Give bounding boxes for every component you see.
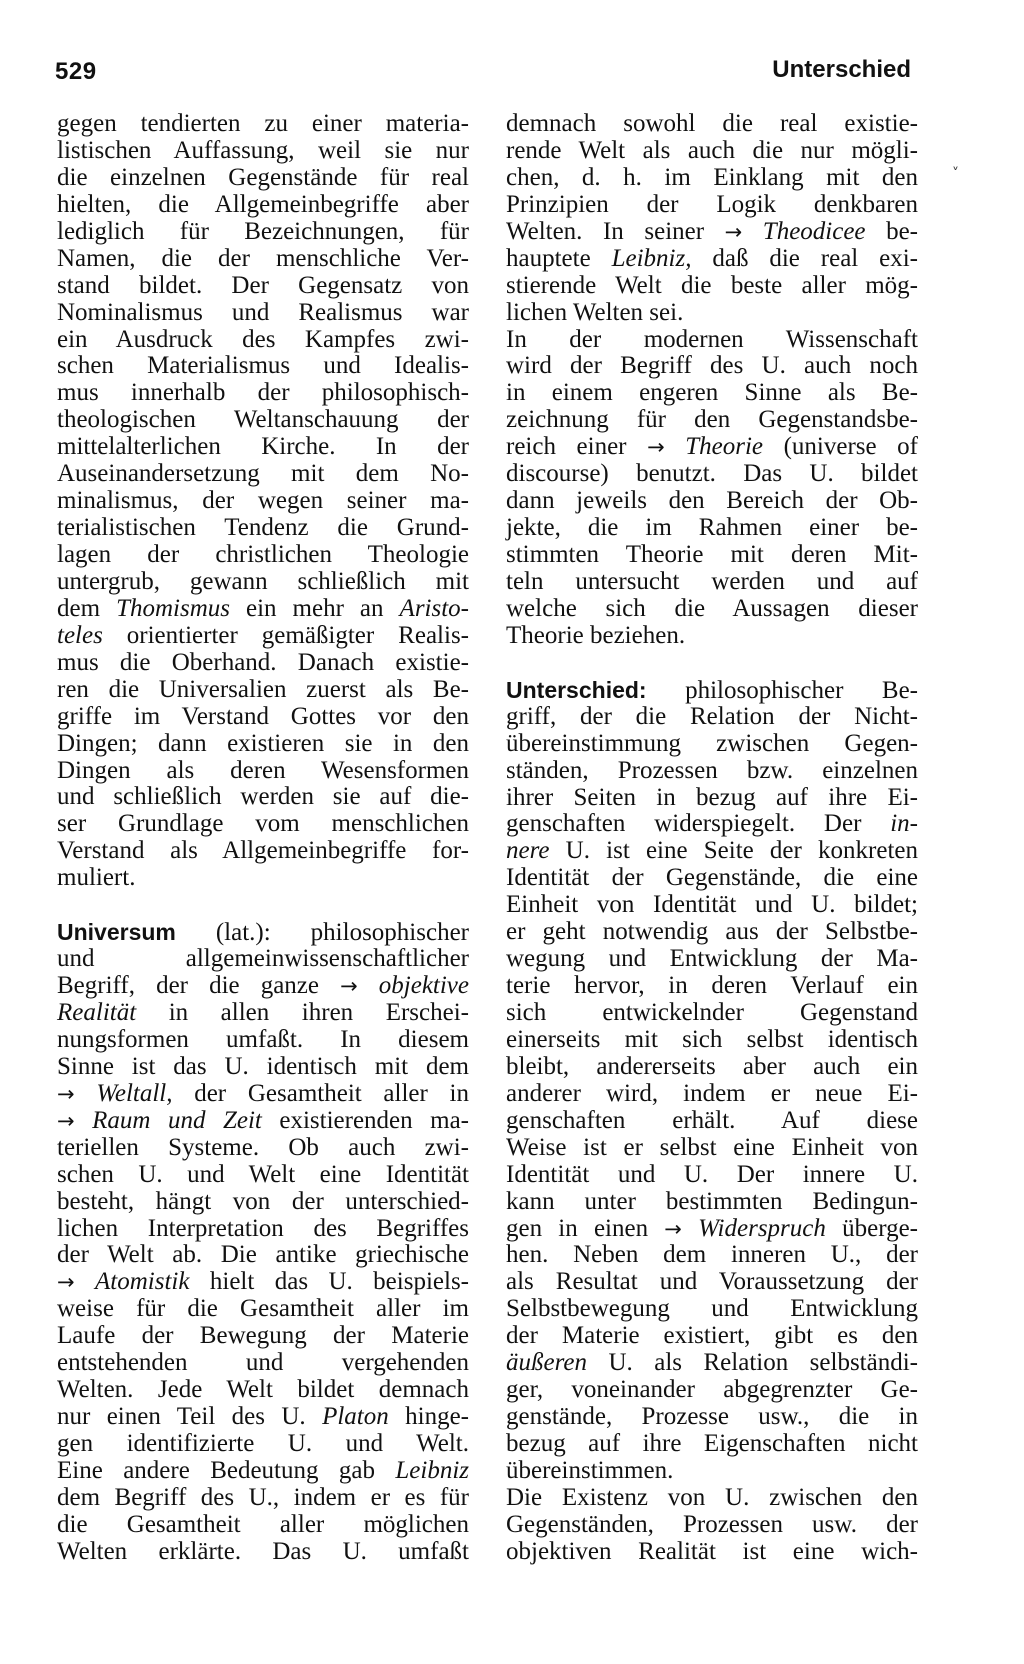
text-line: stimmten Theorie mit deren Mit- <box>506 541 918 568</box>
text-line: Die Existenz von U. zwischen den <box>506 1483 918 1511</box>
cross-reference[interactable]: Weltall, <box>96 1079 173 1107</box>
text-line: → Raum und Zeit existierenden ma- <box>57 1106 470 1134</box>
text-line: äußeren U. als Relation selbständi- <box>506 1349 918 1377</box>
emphasis: äußeren <box>506 1349 587 1377</box>
text-line: chen, d. h. im Einklang mit den <box>506 163 918 191</box>
page-number: 529 <box>55 58 97 85</box>
paragraph-gap <box>57 892 469 919</box>
text-line: mus innerhalb der philosophisch- <box>57 379 469 407</box>
text-line: genschaften erhält. Auf diese <box>506 1106 918 1134</box>
arrow-icon: → <box>647 435 665 460</box>
cross-reference: Leibniz, <box>611 244 692 272</box>
cross-reference[interactable]: Theodicee <box>762 217 866 245</box>
text-line: besteht, hängt von der unterschied- <box>57 1187 469 1215</box>
entry-keyword: Universum <box>57 919 176 946</box>
text-line: ren die Universalien zuerst als Be- <box>57 675 469 703</box>
text-line: reich einer → Theorie (universe of <box>506 433 919 461</box>
text-line: anderer wird, indem er neue Ei- <box>506 1079 918 1107</box>
text-line: Auseinandersetzung mit dem No- <box>57 460 469 488</box>
text-line: Identität der Gegenstände, die eine <box>506 864 918 892</box>
text-line: Weise ist er selbst eine Einheit von <box>506 1133 918 1161</box>
left-column <box>57 111 469 1566</box>
text-line: Dingen; dann existieren sie in den <box>57 729 469 757</box>
text-line: lagen der christlichen Theologie <box>57 541 469 568</box>
arrow-icon: → <box>57 1270 75 1295</box>
cross-reference[interactable]: Theorie <box>685 433 764 461</box>
text-line: entstehenden und vergehenden <box>57 1349 469 1377</box>
text-line: hauptete Leibniz, daß die real exi- <box>506 244 918 272</box>
cross-reference[interactable]: Aristo- <box>399 594 469 622</box>
text-line: genschaften widerspiegelt. Der in- <box>506 810 918 838</box>
text-line: objektiven Realität ist eine wich- <box>506 1537 918 1565</box>
right-column <box>506 111 918 1566</box>
text-line: kann unter bestimmten Bedingun- <box>506 1187 918 1215</box>
text-line: theologischen Weltanschauung der <box>57 406 469 434</box>
text-line: übereinstimmung zwischen Gegen- <box>506 729 918 757</box>
cross-reference[interactable]: Realität <box>57 999 137 1026</box>
text-line: welche sich die Aussagen dieser <box>506 594 918 622</box>
text-line: terialistischen Tendenz die Grund- <box>57 514 469 542</box>
arrow-icon: → <box>724 219 743 244</box>
text-line: jekte, die im Rahmen einer be- <box>506 514 918 542</box>
text-line: Einheit von Identität und U. bildet; <box>506 891 918 919</box>
cross-reference[interactable]: Widerspruch <box>698 1214 826 1242</box>
cross-reference[interactable]: teles <box>57 621 103 649</box>
text-line: discourse) benutzt. Das U. bildet <box>506 460 918 488</box>
text-line: Universum (lat.): philosophischer <box>57 919 469 947</box>
text-line: ständen, Prozessen bzw. einzelnen <box>506 756 918 784</box>
text-line: griff, der die Relation der Nicht- <box>506 702 918 730</box>
text-line: Eine andere Bedeutung gab Leibniz <box>57 1456 469 1484</box>
text-line: mittelalterlichen Kirche. In der <box>57 433 469 461</box>
text-line: dem Begriff des U., indem er es für <box>57 1483 469 1511</box>
text-line: Laufe der Bewegung der Materie <box>57 1322 469 1350</box>
text-line: minalismus, der wegen seiner ma- <box>57 487 469 515</box>
text-line: Welten. In seiner → Theodicee be- <box>506 217 919 245</box>
text-line: dem Thomismus ein mehr an Aristo- <box>57 594 469 622</box>
text-line: in einem engeren Sinne als Be- <box>506 379 918 407</box>
text-line: Welten erklärte. Das U. umfaßt <box>57 1537 469 1565</box>
margin-mark: ˅ <box>952 166 959 182</box>
text-line: Theorie beziehen. <box>506 621 686 649</box>
text-line: gen in einen → Widerspruch überge- <box>506 1214 918 1242</box>
text-line: gegen tendierten zu einer materia- <box>57 110 469 137</box>
cross-reference: Leibniz <box>395 1456 469 1484</box>
text-line: demnach sowohl die real existie- <box>506 110 918 137</box>
text-line: lediglich für Bezeichnungen, für <box>57 217 469 245</box>
text-line: ihrer Seiten in bezug auf ihre Ei- <box>506 783 918 811</box>
paragraph-gap <box>506 650 918 677</box>
text-line: schen U. und Welt eine Identität <box>57 1160 469 1188</box>
text-line: wegung und Entwicklung der Ma- <box>506 945 918 973</box>
text-line: terie hervor, in deren Verlauf ein <box>506 972 918 1000</box>
text-line: stierende Welt die beste aller mög- <box>506 271 918 299</box>
text-line: genstände, Prozesse usw., die in <box>506 1403 918 1431</box>
text-line: dann jeweils den Bereich der Ob- <box>506 487 918 515</box>
text-line: listischen Auffassung, weil sie nur <box>57 136 469 164</box>
text-line: einerseits mit sich selbst identisch <box>506 1025 918 1053</box>
text-line: gen identifizierte U. und Welt. <box>57 1430 469 1457</box>
entry-keyword: Unterschied: <box>506 676 647 703</box>
text-line: und allgemeinwissenschaftlicher <box>57 945 469 973</box>
text-line: der Materie existiert, gibt es den <box>506 1322 918 1350</box>
text-line: Gegenständen, Prozessen usw. der <box>506 1510 918 1538</box>
arrow-icon: → <box>57 1081 75 1106</box>
realismus-paragraph <box>57 111 469 892</box>
running-head: Unterschied <box>772 56 911 83</box>
text-line: nur einen Teil des U. Platon hinge- <box>57 1403 469 1431</box>
text-line: Nominalismus und Realismus war <box>57 298 469 326</box>
text-line: nere U. ist eine Seite der konkreten <box>506 837 918 865</box>
text-line: nungsformen umfaßt. In diesem <box>57 1025 469 1053</box>
text-line: Sinne ist das U. identisch mit dem <box>57 1052 469 1080</box>
text-line: muliert. <box>57 864 136 892</box>
text-line: ein Ausdruck des Kampfes zwi- <box>57 325 469 353</box>
text-line: zeichnung für den Gegenstandsbe- <box>506 406 918 434</box>
text-line: lichen Interpretation des Begriffes <box>57 1214 469 1242</box>
arrow-icon: → <box>664 1216 682 1241</box>
entry-unterschied <box>506 677 918 1566</box>
text-line: Unterschied: philosophischer Be- <box>506 676 918 704</box>
cross-reference[interactable]: Raum und Zeit <box>92 1106 262 1134</box>
text-line: übereinstimmen. <box>506 1456 674 1484</box>
text-line: lichen Welten sei. <box>506 298 684 326</box>
text-line: stand bildet. Der Gegensatz von <box>57 271 469 299</box>
cross-reference[interactable]: Atomistik <box>95 1268 190 1296</box>
text-line: untergrub, gewann schließlich mit <box>57 567 469 595</box>
text-line: sich entwickelnder Gegenstand <box>506 999 918 1026</box>
text-line: als Resultat und Voraussetzung der <box>506 1268 918 1296</box>
text-line: bezug auf ihre Eigenschaften nicht <box>506 1430 918 1457</box>
universum-continuation <box>506 111 918 650</box>
text-line: die Gesamtheit aller möglichen <box>57 1510 469 1538</box>
text-line: Identität und U. Der innere U. <box>506 1160 918 1188</box>
cross-reference[interactable]: objektive <box>378 972 470 1000</box>
arrow-icon: → <box>340 974 358 999</box>
text-line: hielten, die Allgemeinbegriffe aber <box>57 190 469 218</box>
text-line: bleibt, andererseits aber auch ein <box>506 1052 918 1080</box>
text-line: → Weltall, der Gesamtheit aller in <box>57 1079 469 1107</box>
text-line: mus die Oberhand. Danach existie- <box>57 648 469 676</box>
entry-universum <box>57 919 469 1566</box>
text-line: Dingen als deren Wesensformen <box>57 756 469 784</box>
text-line: wird der Begriff des U. auch noch <box>506 352 918 380</box>
text-line: weise für die Gesamtheit aller im <box>57 1295 469 1323</box>
text-line: teles orientierter gemäßigter Realis- <box>57 621 469 649</box>
cross-reference: Platon <box>322 1403 389 1431</box>
arrow-icon: → <box>57 1108 75 1133</box>
text-line: Welten. Jede Welt bildet demnach <box>57 1376 469 1404</box>
emphasis: in- <box>890 810 918 838</box>
text-line: Verstand als Allgemeinbegriffe for- <box>57 837 469 865</box>
text-line: er geht notwendig aus der Selbstbe- <box>506 918 918 946</box>
text-line: rende Welt als auch die nur mögli- <box>506 136 918 164</box>
text-line: und schließlich werden sie auf die- <box>57 783 469 811</box>
text-line: hen. Neben dem inneren U., der <box>506 1241 918 1269</box>
text-line: Prinzipien der Logik denkbaren <box>506 190 918 218</box>
text-line: teriellen Systeme. Ob auch zwi- <box>57 1133 469 1161</box>
text-line: → Atomistik hielt das U. beispiels- <box>57 1268 469 1296</box>
text-line: Selbstbewegung und Entwicklung <box>506 1295 918 1323</box>
text-line: In der modernen Wissenschaft <box>506 325 918 353</box>
text-line: der Welt ab. Die antike griechische <box>57 1241 469 1269</box>
text-line: ser Grundlage vom menschlichen <box>57 810 469 838</box>
text-line: Begriff, der die ganze → objektive <box>57 972 470 1000</box>
cross-reference[interactable]: Thomismus <box>116 594 230 622</box>
text-line: schen Materialismus und Idealis- <box>57 352 469 380</box>
text-line: Namen, die der menschliche Ver- <box>57 244 469 272</box>
emphasis: nere <box>506 837 550 865</box>
text-line: ger, voneinander abgegrenzter Ge- <box>506 1376 918 1404</box>
text-line: Realität in allen ihren Erschei- <box>57 999 469 1026</box>
text-line: teln untersucht werden und auf <box>506 567 918 595</box>
text-line: griffe im Verstand Gottes vor den <box>57 702 469 730</box>
text-line: die einzelnen Gegenstände für real <box>57 163 469 191</box>
